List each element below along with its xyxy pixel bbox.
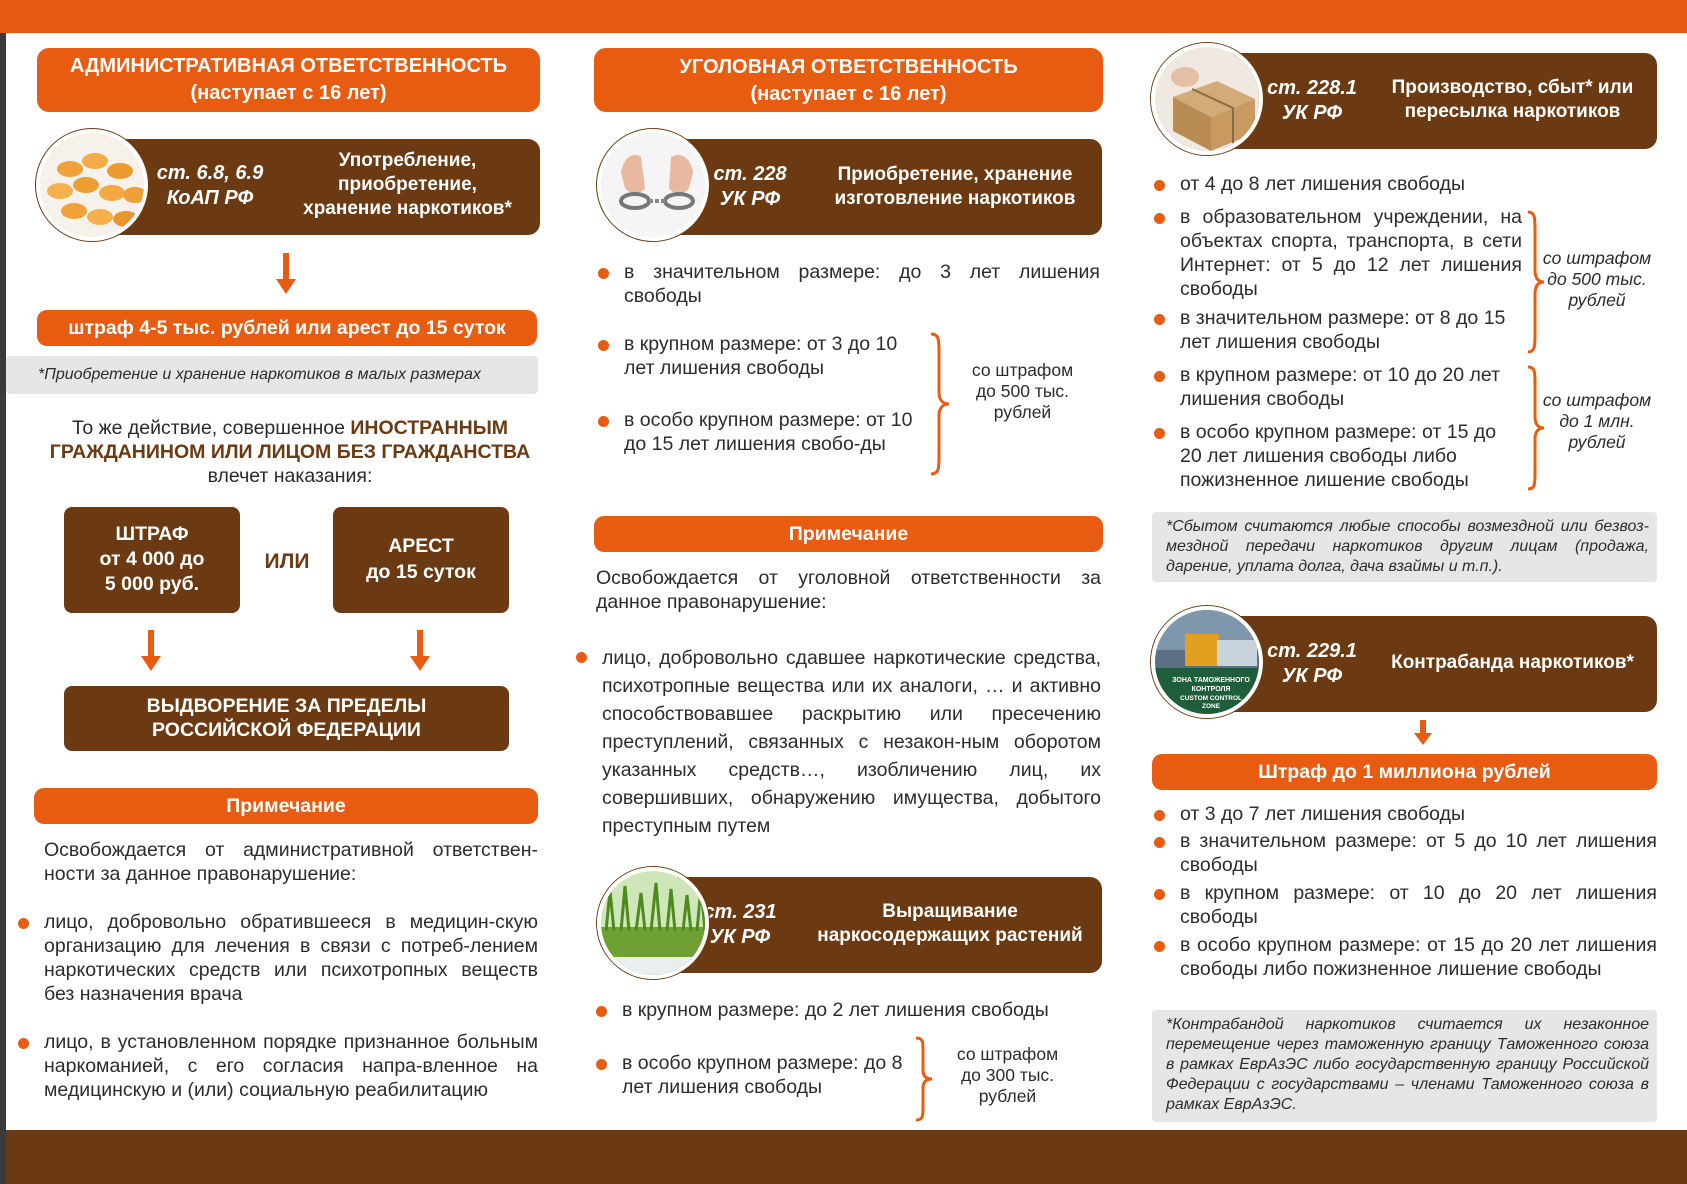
administrative-header xyxy=(37,48,540,112)
criminal-header-age: (наступает с 16 лет) xyxy=(750,83,947,105)
article-6-8-box xyxy=(100,139,540,235)
article-228-fine: со штрафом до 500 тыс. рублей xyxy=(971,360,1074,422)
pills-photo xyxy=(36,129,148,241)
customs-photo xyxy=(1151,606,1263,718)
article-229-1-item: в особо крупном размере: от 15 до 20 лет лишения свободы либо пожизненное лишение свободы xyxy=(1152,933,1657,981)
article-228-1-item: в особо крупном размере: от 15 до 20 лет лишения свободы либо пожизненное лишение свободы xyxy=(1152,420,1522,492)
bottom-brown-bar xyxy=(6,1130,1687,1184)
article-228-box xyxy=(660,139,1102,235)
article-229-1-item: в значительном размере: от 5 до 10 лет лишения свободы xyxy=(1152,829,1657,877)
article-228-1-fine-1m: со штрафом до 1 млн. рублей xyxy=(1542,390,1652,452)
article-6-8-label: ст. 6.8, 6.9 КоАП РФ xyxy=(156,162,264,209)
article-228-item: в особо крупном размере: от 10 до 15 лет лишения свобо-ды xyxy=(596,408,918,456)
svg-text:CUSTOM CONTROL: CUSTOM CONTROL xyxy=(1180,695,1242,702)
administrative-penalty: штраф 4-5 тыс. рублей или арест до 15 суток xyxy=(37,310,537,346)
administrative-header-age: (наступает с 16 лет) xyxy=(190,82,387,104)
smuggling-footnote: *Контрабандой наркотиков считается их незаконное перемещение через таможенную границу Таможенного союза в рамках ЕврАзЭС либо государственную границу Российской Федерации с государствами – членами Таможенного союза в рамках ЕврАзЭС. xyxy=(1152,1010,1657,1122)
article-6-8-desc: Употребление, приобретение, хранение наркотиков* xyxy=(303,150,512,219)
svg-text:КОНТРОЛЯ: КОНТРОЛЯ xyxy=(1191,686,1231,693)
article-228-item: в крупном размере: от 3 до 10 лет лишения свободы xyxy=(596,332,918,380)
administrative-footnote: *Приобретение и хранение наркотиков в малых размерах xyxy=(6,356,538,394)
article-231-item: в особо крупном размере: до 8 лет лишения свободы xyxy=(594,1051,912,1099)
article-229-1-desc: Контрабанда наркотиков* xyxy=(1391,652,1634,673)
sale-footnote: *Сбытом считаются любые способы возмездной или безвоз-мездной передачи наркотиков другим лицам (продажа, дарение, уплата долга, дача взаймы и т.п.). xyxy=(1152,512,1657,582)
deportation-box: ВЫДВОРЕНИЕ ЗА ПРЕДЕЛЫ РОССИЙСКОЙ ФЕДЕРАЦИИ xyxy=(64,686,509,751)
brace-icon xyxy=(912,1036,934,1122)
foreign-citizen-text xyxy=(30,416,550,488)
customs-sign-text: ЗОНА ТАМОЖЕННОГО xyxy=(1172,677,1250,684)
article-228-1-item: в образовательном учреждении, на объектах спорта, транспорта, в сети Интернет: от 5 до 12 лет лишения свободы xyxy=(1152,205,1522,301)
article-228-desc: Приобретение, хранение изготовление наркотиков xyxy=(834,164,1076,209)
article-228-1-label: ст. 228.1 УК РФ xyxy=(1267,77,1357,124)
arrow-down-icon xyxy=(141,630,161,672)
foreign-text-intro: То же действие, совершенное xyxy=(71,417,351,439)
article-229-1-box xyxy=(1213,616,1657,712)
svg-text:ZONE: ZONE xyxy=(1201,703,1221,710)
article-229-1-label: ст. 229.1 УК РФ xyxy=(1267,640,1357,687)
article-228-1-desc: Производство, сбыт* или пересылка наркотиков xyxy=(1391,77,1634,122)
fine-box: ШТРАФ от 4 000 до 5 000 руб. xyxy=(64,507,240,613)
administrative-note-intro: Освобождается от административной ответствен-ности за данное правонарушение: xyxy=(44,839,538,885)
criminal-note-title: Примечание xyxy=(594,516,1103,552)
left-edge-shadow xyxy=(0,33,6,1184)
brace-icon xyxy=(927,332,951,476)
article-228-1-box xyxy=(1213,53,1657,149)
article-229-1-item: от 3 до 7 лет лишения свободы xyxy=(1152,802,1657,826)
arrest-box: АРЕСТ до 15 суток xyxy=(333,507,509,613)
article-228-1-fine-500: со штрафом до 500 тыс. рублей xyxy=(1542,248,1652,310)
article-228-item: в значительном размере: до 3 лет лишения свободы xyxy=(596,260,1100,308)
grass-photo xyxy=(597,867,709,979)
administrative-header-title: АДМИНИСТРАТИВНАЯ ОТВЕТСТВЕННОСТЬ xyxy=(69,55,508,77)
administrative-note-item: лицо, в установленном порядке признанное больным наркоманией, с его согласия напра-вленное на медицинскую и (или) социальную реабилитацию xyxy=(16,1030,538,1102)
article-231-item: в крупном размере: до 2 лет лишения свободы xyxy=(594,998,1104,1022)
handcuffs-photo xyxy=(597,129,709,241)
parcel-photo xyxy=(1151,43,1263,155)
foreign-text-emphasis: ИНОСТРАННЫМ xyxy=(350,417,509,439)
smuggling-penalty: Штраф до 1 миллиона рублей xyxy=(1152,754,1657,790)
administrative-note-title: Примечание xyxy=(34,788,538,824)
top-orange-bar xyxy=(0,0,1687,33)
arrow-down-icon xyxy=(410,630,430,672)
article-231-label: ст. 231 УК РФ xyxy=(703,901,777,948)
foreign-text-outro: влечет наказания: xyxy=(207,465,373,487)
criminal-note-intro: Освобождается от уголовной ответственности за данное правонарушение: xyxy=(596,567,1101,613)
criminal-note-item: лицо, добровольно сдавшее наркотические средства, психотропные вещества или их аналоги, … и активно способствовавшее раскрытию или пресечению преступлений, связанных с незакон-ным оборотом указанных средств…, изобличению лиц, их совершивших, обнаружению имущества, добытого преступным путем xyxy=(574,644,1101,840)
article-228-1-item: от 4 до 8 лет лишения свободы xyxy=(1152,172,1656,196)
article-228-1-item: в значительном размере: от 8 до 15 лет лишения свободы xyxy=(1152,306,1522,354)
article-229-1-item: в крупном размере: от 10 до 20 лет лишения свободы xyxy=(1152,881,1657,929)
article-228-1-item: в крупном размере: от 10 до 20 лет лишения свободы xyxy=(1152,363,1522,411)
criminal-header xyxy=(594,48,1103,112)
administrative-note-item: лицо, добровольно обратившееся в медицин-скую организацию для лечения в связи с потреб-лением наркотических средств или психотропных веществ без назначения врача xyxy=(16,910,538,1006)
article-228-label: ст. 228 УК РФ xyxy=(713,163,787,210)
article-231-fine: со штрафом до 300 тыс. рублей xyxy=(956,1044,1059,1106)
criminal-header-title: УГОЛОВНАЯ ОТВЕТСТВЕННОСТЬ xyxy=(679,56,1018,78)
or-label: ИЛИ xyxy=(264,550,310,573)
article-231-box xyxy=(660,877,1102,973)
foreign-text-emphasis-2: ГРАЖДАНИНОМ ИЛИ ЛИЦОМ БЕЗ ГРАЖДАНСТВА xyxy=(49,441,531,463)
arrow-down-icon xyxy=(276,253,296,295)
article-231-desc: Выращивание наркосодержащих растений xyxy=(817,901,1083,946)
arrow-down-icon xyxy=(1414,720,1432,746)
